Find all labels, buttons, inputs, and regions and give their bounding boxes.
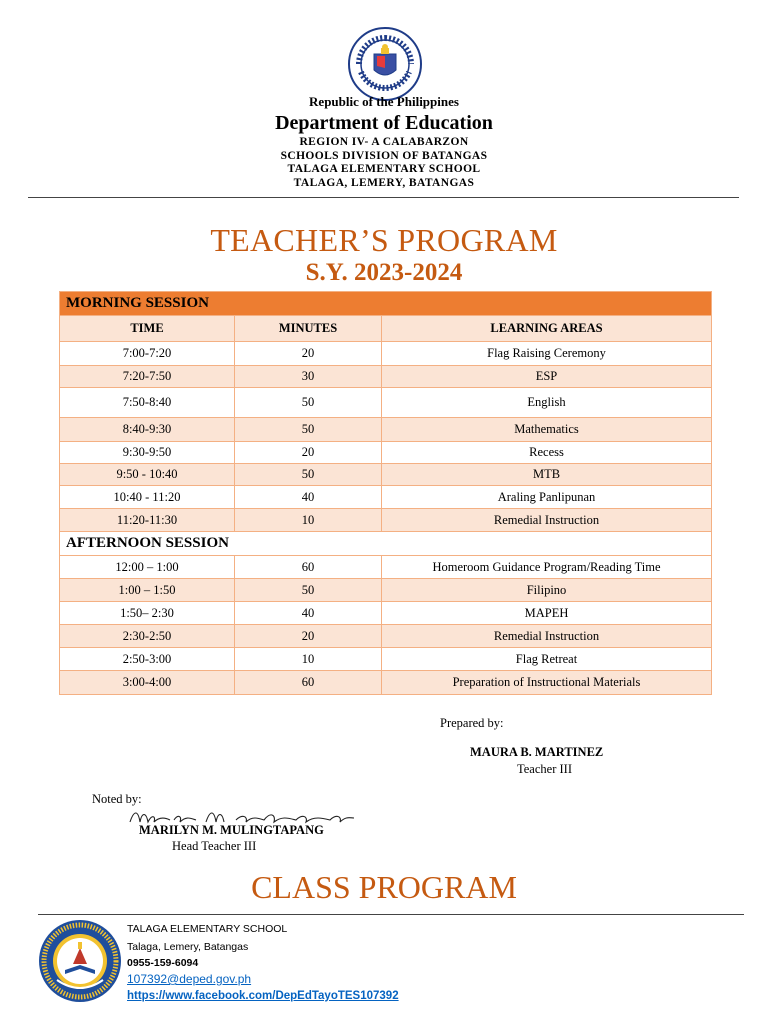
- preparer-position: Teacher III: [517, 762, 572, 776]
- cell-minutes: 20: [235, 342, 382, 366]
- table-row: [60, 464, 712, 486]
- cell-minutes: 20: [235, 625, 382, 648]
- table-row: [60, 602, 712, 625]
- cell-area: Filipino: [382, 579, 712, 602]
- noter-name: MARILYN M. MULINGTAPANG: [139, 823, 324, 837]
- cell-minutes: 60: [235, 671, 382, 695]
- cell-minutes: 50: [235, 418, 382, 442]
- table-row: [60, 366, 712, 388]
- footer-school-name: TALAGA ELEMENTARY SCHOOL: [127, 923, 288, 935]
- division-line: SCHOOLS DIVISION OF BATANGAS: [280, 150, 488, 162]
- cell-minutes: 50: [235, 388, 382, 418]
- cell-area: Remedial Instruction: [382, 509, 712, 532]
- noter-position: Head Teacher III: [172, 839, 257, 853]
- morning-session-header: [60, 292, 712, 316]
- table-row: [60, 486, 712, 509]
- cell-time: 1:50– 2:30: [60, 602, 235, 625]
- cell-time: 3:00-4:00: [60, 671, 235, 695]
- afternoon-session-header: [60, 532, 712, 556]
- cell-area: Preparation of Instructional Materials: [382, 671, 712, 695]
- class-program-title: CLASS PROGRAM: [251, 869, 517, 905]
- table-row: [60, 556, 712, 579]
- address-line: TALAGA, LEMERY, BATANGAS: [293, 177, 475, 189]
- cell-area: ESP: [382, 366, 712, 388]
- footer-email-link[interactable]: 107392@deped.gov.ph: [127, 972, 252, 986]
- cell-time: 7:50-8:40: [60, 388, 235, 418]
- cell-minutes: 50: [235, 579, 382, 602]
- morning-session-label: MORNING SESSION: [60, 292, 712, 316]
- school-logo-icon: [37, 918, 123, 1004]
- cell-area: Flag Retreat: [382, 648, 712, 671]
- cell-area: Mathematics: [382, 418, 712, 442]
- table-row: [60, 509, 712, 532]
- footer-phone: 0955-159-6094: [127, 957, 199, 969]
- cell-area: Homeroom Guidance Program/Reading Time: [382, 556, 712, 579]
- region-line: REGION IV- A CALABARZON: [299, 136, 469, 148]
- cell-time: 7:20-7:50: [60, 366, 235, 388]
- cell-minutes: 30: [235, 366, 382, 388]
- school-line: TALAGA ELEMENTARY SCHOOL: [287, 163, 481, 175]
- preparer-name: MAURA B. MARTINEZ: [470, 745, 604, 759]
- prepared-by-label: Prepared by:: [440, 716, 504, 730]
- footer-divider: [38, 914, 744, 915]
- table-row: [60, 625, 712, 648]
- program-table: [59, 291, 712, 695]
- table-row: [60, 579, 712, 602]
- footer-facebook-link[interactable]: https://www.facebook.com/DepEdTayoTES107392: [127, 990, 399, 1002]
- cell-time: 8:40-9:30: [60, 418, 235, 442]
- cell-time: 11:20-11:30: [60, 509, 235, 532]
- cell-minutes: 40: [235, 486, 382, 509]
- cell-area: Araling Panlipunan: [382, 486, 712, 509]
- cell-minutes: 20: [235, 442, 382, 464]
- cell-area: English: [382, 388, 712, 418]
- table-row: [60, 648, 712, 671]
- table-row: [60, 342, 712, 366]
- republic-line: Republic of the Philippines: [309, 94, 459, 109]
- cell-time: 10:40 - 11:20: [60, 486, 235, 509]
- cell-time: 12:00 – 1:00: [60, 556, 235, 579]
- column-header-row: [60, 316, 712, 342]
- page-title: TEACHER’S PROGRAM: [210, 222, 558, 258]
- cell-minutes: 10: [235, 509, 382, 532]
- cell-time: 9:50 - 10:40: [60, 464, 235, 486]
- table-row: [60, 442, 712, 464]
- cell-area: MTB: [382, 464, 712, 486]
- cell-area: MAPEH: [382, 602, 712, 625]
- cell-time: 9:30-9:50: [60, 442, 235, 464]
- table-row: [60, 418, 712, 442]
- cell-area: Flag Raising Ceremony: [382, 342, 712, 366]
- cell-minutes: 10: [235, 648, 382, 671]
- cell-minutes: 40: [235, 602, 382, 625]
- cell-time: 2:50-3:00: [60, 648, 235, 671]
- cell-minutes: 50: [235, 464, 382, 486]
- deped-seal-icon: [347, 26, 423, 102]
- afternoon-session-label: AFTERNOON SESSION: [60, 532, 712, 556]
- column-header-minutes: MINUTES: [235, 316, 382, 342]
- cell-area: Remedial Instruction: [382, 625, 712, 648]
- cell-area: Recess: [382, 442, 712, 464]
- noted-by-label: Noted by:: [92, 792, 142, 806]
- column-header-time: TIME: [60, 316, 235, 342]
- footer-address: Talaga, Lemery, Batangas: [127, 941, 249, 953]
- cell-time: 7:00-7:20: [60, 342, 235, 366]
- department-name: Department of Education: [275, 112, 493, 134]
- cell-minutes: 60: [235, 556, 382, 579]
- school-year: S.Y. 2023-2024: [305, 259, 463, 286]
- column-header-learning-areas: LEARNING AREAS: [382, 316, 712, 342]
- header-divider: [28, 197, 739, 198]
- table-row: [60, 388, 712, 418]
- cell-time: 1:00 – 1:50: [60, 579, 235, 602]
- cell-time: 2:30-2:50: [60, 625, 235, 648]
- table-row: [60, 671, 712, 695]
